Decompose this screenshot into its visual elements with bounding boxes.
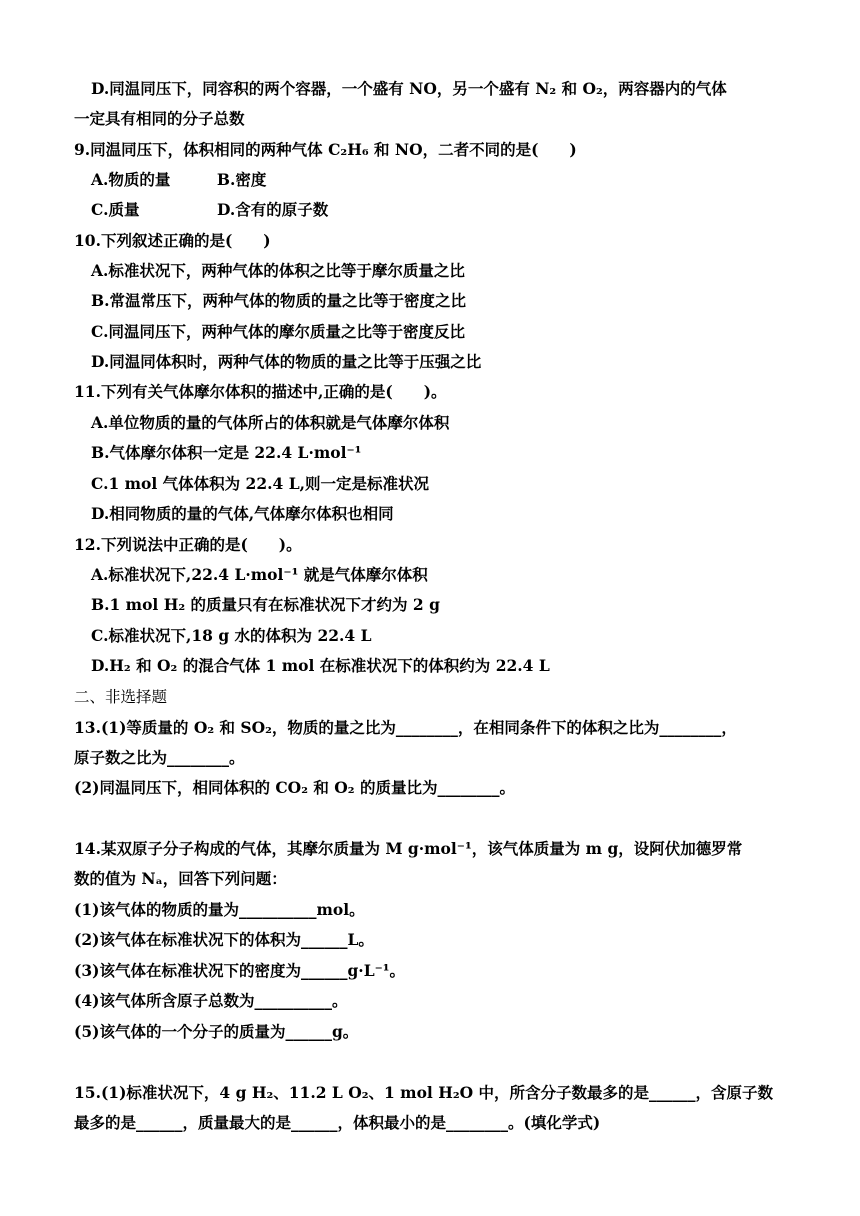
q15-part1-line2: 最多的是______，质量最大的是______，体积最小的是________。(填化学式) <box>74 1113 601 1132</box>
q12-stem: 12.下列说法中正确的是( )。 <box>74 535 302 554</box>
q9-options-ab: A.物质的量 B.密度 <box>91 170 267 189</box>
q11-stem: 11.下列有关气体摩尔体积的描述中,正确的是( )。 <box>74 382 447 401</box>
q10-option-c: C.同温同压下，两种气体的摩尔质量之比等于密度反比 <box>91 322 465 341</box>
q12-option-a: A.标准状况下,22.4 L·mol⁻¹ 就是气体摩尔体积 <box>91 565 428 584</box>
q9-stem: 9.同温同压下，体积相同的两种气体 C₂H₆ 和 NO，二者不同的是( ) <box>74 140 577 159</box>
q10-stem: 10.下列叙述正确的是( ) <box>74 231 271 250</box>
q10-option-a: A.标准状况下，两种气体的体积之比等于摩尔质量之比 <box>91 261 465 280</box>
q14-part4: (4)该气体所含原子总数为__________。 <box>74 991 348 1010</box>
q10-option-d: D.同温同体积时，两种气体的物质的量之比等于压强之比 <box>91 352 482 371</box>
q11-option-a: A.单位物质的量的气体所占的体积就是气体摩尔体积 <box>91 413 450 432</box>
q13-part1-line2: 原子数之比为________。 <box>74 748 245 767</box>
q12-option-c: C.标准状况下,18 g 水的体积为 22.4 L <box>91 626 372 645</box>
q14-part5: (5)该气体的一个分子的质量为______g。 <box>74 1022 359 1041</box>
section-heading: 二、非选择题 <box>74 688 168 706</box>
q12-option-b: B.1 mol H₂ 的质量只有在标准状况下才约为 2 g <box>91 595 440 614</box>
q14-stem-line1: 14.某双原子分子构成的气体，其摩尔质量为 M g·mol⁻¹，该气体质量为 m g，设阿伏加德罗常 <box>74 839 743 858</box>
q10-option-b: B.常温常压下，两种气体的物质的量之比等于密度之比 <box>91 291 466 310</box>
q9-options-cd: C.质量 D.含有的原子数 <box>91 200 329 219</box>
q14-stem-line2: 数的值为 Nₐ，回答下列问题： <box>74 869 287 888</box>
q14-part1: (1)该气体的物质的量为__________mol。 <box>74 900 365 919</box>
q13-part1-line1: 13.(1)等质量的 O₂ 和 SO₂，物质的量之比为________，在相同条件下的体积之比为________， <box>74 718 737 737</box>
q11-option-d: D.相同物质的量的气体,气体摩尔体积也相同 <box>91 504 394 523</box>
q8-option-d-line1: D.同温同压下，同容积的两个容器，一个盛有 NO，另一个盛有 N₂ 和 O₂，两容器内的气体 <box>91 79 727 98</box>
q8-option-d-line2: 一定具有相同的分子总数 <box>74 109 245 128</box>
q12-option-d: D.H₂ 和 O₂ 的混合气体 1 mol 在标准状况下的体积约为 22.4 L <box>91 656 550 675</box>
q13-part2: (2)同温同压下，相同体积的 CO₂ 和 O₂ 的质量比为________。 <box>74 778 515 797</box>
q11-option-b: B.气体摩尔体积一定是 22.4 L·mol⁻¹ <box>91 443 362 462</box>
q15-part1-line1: 15.(1)标准状况下，4 g H₂、11.2 L O₂、1 mol H₂O 中，所含分子数最多的是______，含原子数 <box>74 1083 774 1102</box>
q11-option-c: C.1 mol 气体体积为 22.4 L,则一定是标准状况 <box>91 474 430 493</box>
q14-part2: (2)该气体在标准状况下的体积为______L。 <box>74 930 374 949</box>
q14-part3: (3)该气体在标准状况下的密度为______g·L⁻¹。 <box>74 961 406 980</box>
